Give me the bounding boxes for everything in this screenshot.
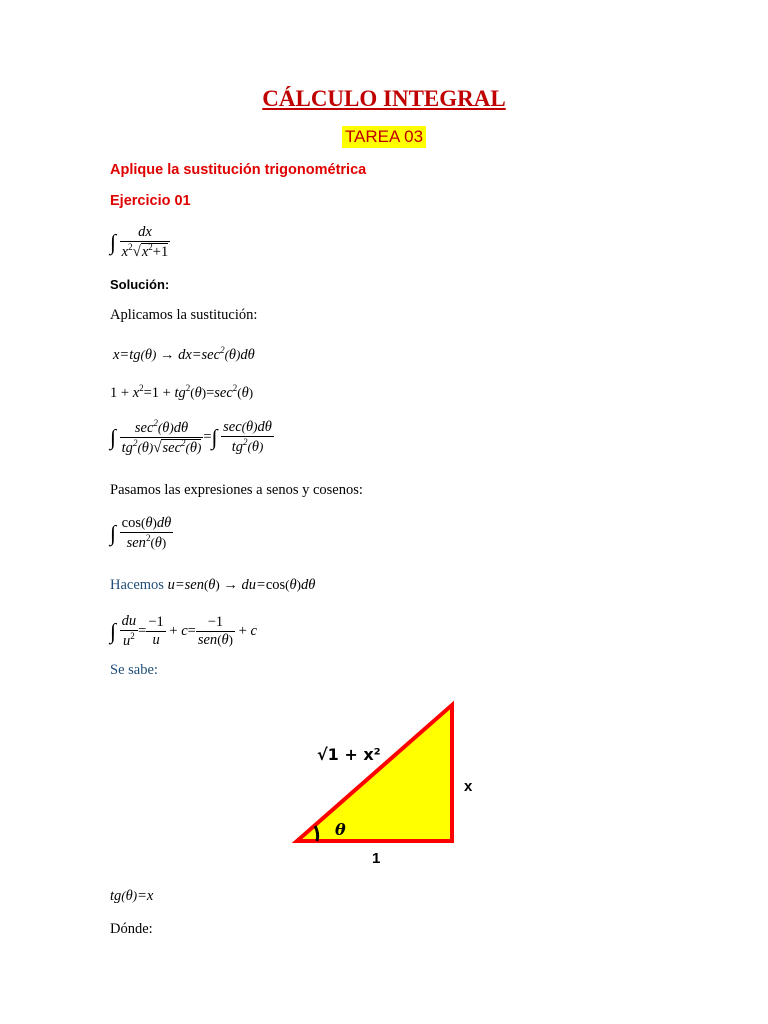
equation-identity: $1 + x^2=1 + tg^2(\theta)=\sec^2(\theta)$ <box>110 383 254 401</box>
equation-tg-x: tg(θ)=x <box>110 888 154 904</box>
text-hacemos: Hacemos <box>110 577 164 593</box>
angle-label: θ <box>335 820 346 839</box>
right-triangle <box>297 705 452 841</box>
text-pasamos: Pasamos las expresiones a senos y cosenos: <box>110 482 363 498</box>
solution-label: Solución: <box>110 277 170 292</box>
equation-substitution: $x=tg(\theta) \to dx=\sec^2(\theta)d\theta$ <box>113 345 255 363</box>
adjacent-side-label: 1 <box>372 850 381 867</box>
equation-substituted-integral: ∫ $\frac{\sec^2(\theta)d\theta}{tg^2(\theta)√\sec^2(\theta)}$ =∫ $\frac{\sec(\theta)d\theta}{tg^2(\theta)}$ <box>110 418 272 456</box>
tarea-heading-wrap <box>0 126 768 148</box>
equation-result: ∫ $\frac{du}{u^2}$ = $\frac{-1}{u}$ + c= $\frac{-1}{\text{sen(θ)}}$ + c <box>110 613 257 649</box>
text-donde: Dónde: <box>110 921 153 937</box>
exercise-heading: Ejercicio 01 <box>110 193 191 209</box>
text-sustitucion: Aplicamos la sustitución: <box>110 307 258 323</box>
triangle-diagram <box>280 690 510 875</box>
hypotenuse-label: √1 + x² <box>317 745 381 764</box>
document-title: CÁLCULO INTEGRAL <box>262 86 506 111</box>
opposite-side-label: x <box>464 778 473 795</box>
exercise-integral: ∫ $\frac{dx}{x^2√x^2+1}$ <box>110 224 169 260</box>
tarea-label: TAREA 03 <box>342 126 426 148</box>
equation-hacemos: Hacemos u=sen(θ) → du=cos(θ)dθ <box>110 577 316 593</box>
text-se-sabe: Se sabe: <box>110 662 158 678</box>
equation-cos-sen-integral: ∫ $\frac{\cos(\theta)d\theta}{sen^2(\theta)}$ <box>110 515 172 551</box>
instruction-heading: Aplique la sustitución trigonométrica <box>110 162 367 178</box>
